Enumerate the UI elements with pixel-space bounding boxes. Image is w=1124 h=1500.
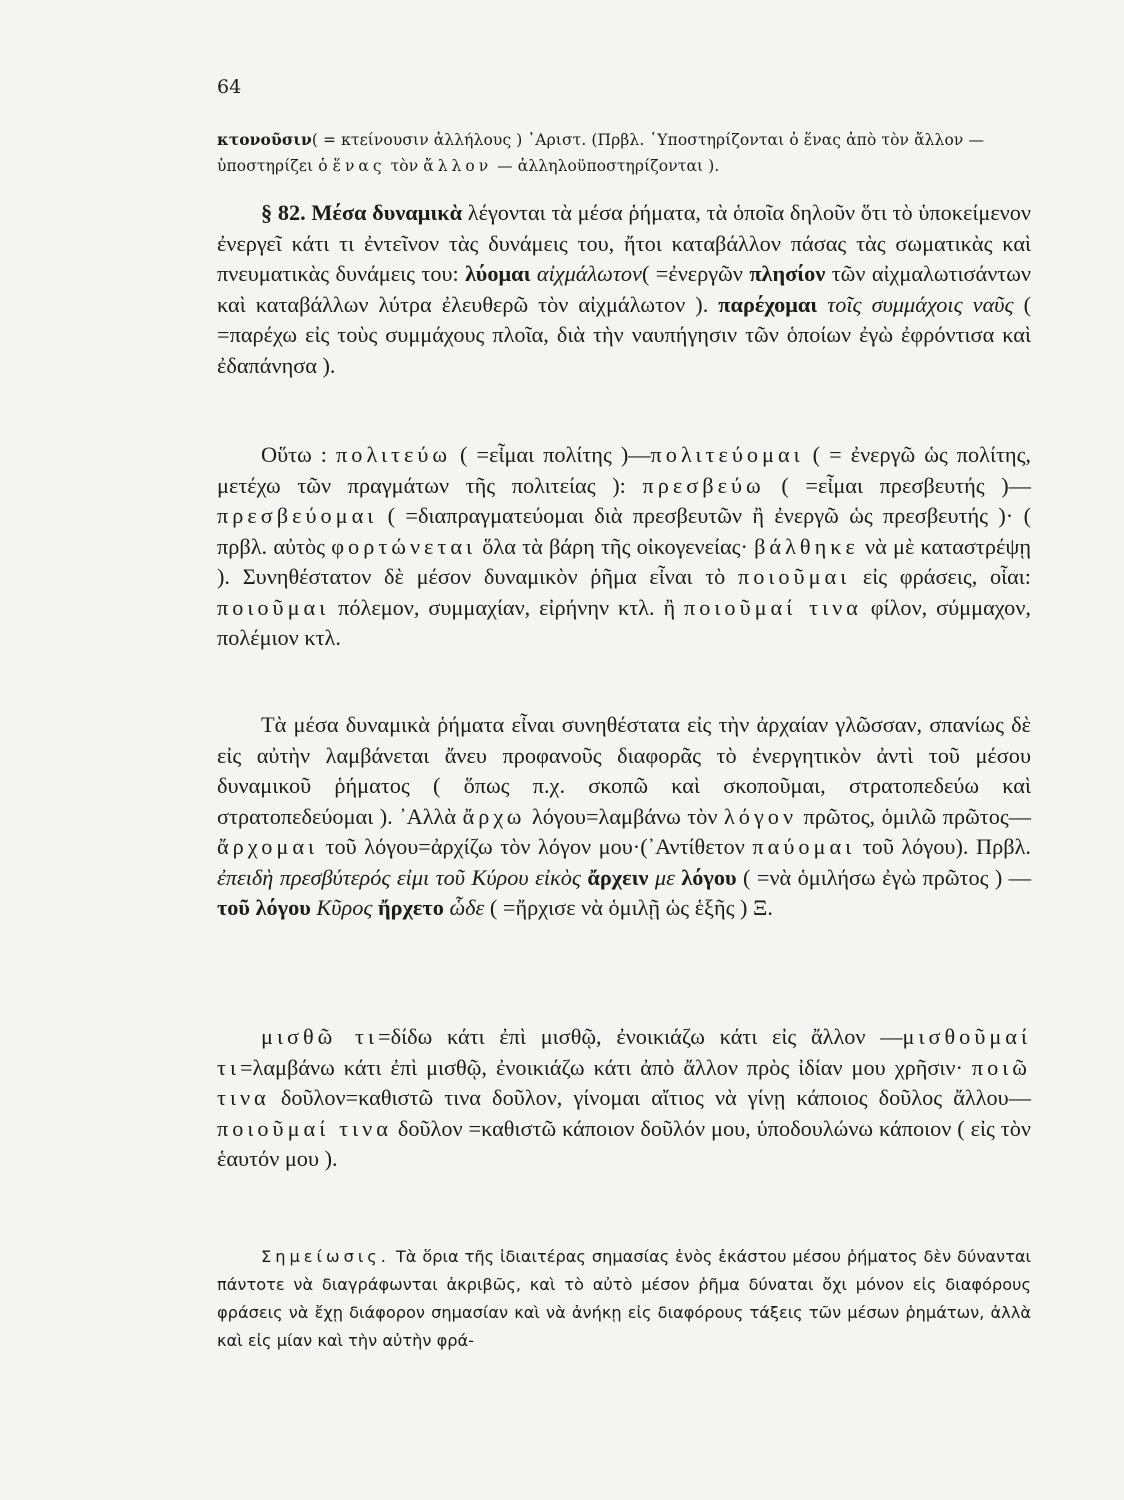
body-text: ὅλα τὰ βάρη τῆς οἰκογενείας· xyxy=(476,533,755,559)
body-text: ( =ἤρχισε νὰ ὁμιλῇ ὡς ἑξῆς ) Ξ. xyxy=(484,895,773,920)
spaced-term: παύομαι xyxy=(752,834,856,859)
italic-quote: με xyxy=(654,864,675,890)
section-82-paragraph xyxy=(217,198,1031,381)
header-text: — ἀλληλοϋποστηρίζονται ). xyxy=(492,157,720,175)
italic-quote: ἐπειδὴ πρεσβύτερός εἰμι τοῦ Κύρου εἰκὸς xyxy=(217,864,581,890)
body-text: φίλον, σύμμαχον, πολέμιον κτλ. xyxy=(217,594,1031,650)
usage-paragraph xyxy=(217,710,1031,924)
body-text: =λαμβάνω κάτι ἐπὶ μισθῷ, ἐνοικιάζω κάτι ἀπὸ ἄλλον πρὸς ἰδίαν μου χρῆσιν· xyxy=(239,1054,972,1080)
body-text: Οὕτω : xyxy=(261,442,337,467)
bold-term: ἤρχετο xyxy=(378,895,444,920)
spaced-term: πολιτεύομαι xyxy=(650,442,804,467)
spaced-term: ἄρχω xyxy=(462,803,526,829)
bold-term: τοῦ λόγου xyxy=(217,895,311,920)
italic-term: τοῖς συμμάχοις ναῦς xyxy=(827,291,1014,317)
body-text: ( = ἐνεργῶ ὡς πολίτης, μετέχω τῶν πραγμάτων τῆς πολιτείας ): xyxy=(217,442,1031,498)
header-spaced-word: ἄλλον xyxy=(423,157,493,175)
body-text: ( =εἶμαι πολίτης )— xyxy=(451,442,651,467)
section-heading: Μέσα δυναμικὰ xyxy=(311,200,463,225)
body-text: ( =διαπραγματεύομαι διὰ πρεσβευτῶν ἢ ἐνεργῶ ὡς πρεσβευτής )· ( πρβλ. αὐτὸς xyxy=(217,503,1031,559)
bold-term: παρέχομαι xyxy=(718,291,818,317)
page-number: 64 xyxy=(217,76,242,98)
italic-quote: ὧδε xyxy=(449,895,485,920)
spaced-term: πολιτεύω xyxy=(336,442,452,467)
spaced-term: ποιοῦμαι xyxy=(217,594,330,620)
spaced-term: πρεσβεύω xyxy=(642,472,765,498)
header-text: τὸν xyxy=(385,157,424,175)
body-text: λέγονται τὰ μέσα ῥήματα, τὰ ὁποῖα δηλοῦν ὅτι τὸ ὑποκείμενον ἐνεργεῖ κάτι τι ἐντεῖνον τὰς δυνάμεις του, ἤτοι καταβάλλον πάσας τὰς σωματικὰς καὶ πνευματικὰς δυνάμεις του: xyxy=(217,200,1031,286)
body-text: πρῶτος, ὁμιλῶ πρῶτος— xyxy=(797,803,1032,829)
bold-term: λόγου xyxy=(681,864,737,890)
section-marker: § 82. xyxy=(261,200,306,225)
body-text: τῶν αἰχμαλωτισάντων καὶ καταβάλλων λύτρα ἐλευθερῶ τὸν αἰχμάλωτον ). xyxy=(217,261,1031,317)
body-text: νὰ μὲ καταστρέψῃ ). Συνηθέστατον δὲ μέσον δυναμικὸν ῥῆμα εἶναι τὸ xyxy=(217,533,1031,589)
header-bold-word: κτονοῦσιν xyxy=(217,130,312,149)
body-text: ( =παρέχω εἰς τοὺς συμμάχους πλοῖα, διὰ τὴν ναυπήγησιν τῶν ὁποίων ἐγὼ ἐφρόντισα καὶ ἐδαπάνησα ). xyxy=(217,291,1031,378)
header-note xyxy=(217,127,1031,179)
italic-term: αἰχμάλωτον xyxy=(536,261,642,286)
bold-term: ἄρχειν xyxy=(587,864,649,890)
spaced-term: μισθοῦμαί τι xyxy=(217,1024,1031,1080)
body-text: =δίδω κάτι ἐπὶ μισθῷ, ἐνοικιάζω κάτι εἰς ἄλλον — xyxy=(378,1024,903,1049)
body-text: ( =εἶμαι πρεσβευτής )— xyxy=(764,472,1031,498)
body-text: τοῦ λόγου). Πρβλ. xyxy=(855,834,1031,859)
spaced-term: φορτώνεται xyxy=(331,533,477,559)
spaced-term: πρεσβεύομαι xyxy=(217,503,378,528)
body-text: δοῦλον=καθιστῶ τινα δοῦλον, γίνομαι αἴτιος νὰ γίνῃ κάποιος δοῦλος ἄλλου— xyxy=(269,1085,1031,1110)
misthoo-paragraph xyxy=(217,1022,1031,1175)
spaced-term: βάλθηκε xyxy=(754,533,859,559)
bold-term: λύομαι xyxy=(465,261,531,286)
spaced-term: ποιοῦμαί τινα xyxy=(684,594,862,620)
spaced-term: ποιοῦμαί τινα xyxy=(217,1115,392,1141)
body-text: λόγου=λαμβάνω τὸν xyxy=(525,803,724,829)
italic-quote: Κῦρος xyxy=(316,895,373,920)
bold-term: πλησίον xyxy=(749,261,826,286)
body-text: εἰς φράσεις, οἷαι: xyxy=(850,564,1031,589)
spaced-term: μισθῶ τι xyxy=(261,1024,379,1049)
note-label: Σημείωσις. xyxy=(261,1247,390,1266)
body-text: ( =νὰ ὁμιλήσω ἐγὼ πρῶτος ) — xyxy=(736,864,1032,890)
header-text: ( = κτείνουσιν ἀλλήλους ) ᾿Αριστ. (Πρβλ. ῾Υποστηρίζονται ὁ ἕνας ἀπὸ τὸν ἄλλον — ὑποστηρίζει ὁ xyxy=(217,131,985,175)
footnote-remark xyxy=(217,1243,1031,1355)
body-text: ( =ἐνεργῶν xyxy=(641,261,750,286)
examples-paragraph xyxy=(217,440,1031,654)
body-text: πόλεμον, συμμαχίαν, εἰρήνην κτλ. ἢ xyxy=(329,594,685,620)
body-text: δοῦλον =καθιστῶ κάποιον δοῦλόν μου, ὑποδουλώνω κάποιον ( εἰς τὸν ἑαυτόν μου ). xyxy=(217,1115,1031,1171)
header-spaced-word: ἕνας xyxy=(332,157,386,175)
spaced-term: ἄρχομαι xyxy=(217,834,318,859)
spaced-term: ποιῶ τινα xyxy=(217,1054,1031,1110)
spaced-term: λόγον xyxy=(723,803,798,829)
spaced-term: ποιοῦμαι xyxy=(738,564,851,589)
note-text: Τὰ ὅρια τῆς ἰδιαιτέρας σημασίας ἑνὸς ἑκάστου μέσου ῥήματος δὲν δύνανται πάντοτε νὰ διαγράφωνται ἀκριβῶς, καὶ τὸ αὐτὸ μέσον ῥῆμα δύναται ὄχι μόνον εἰς διαφόρους φράσεις νὰ ἔχῃ διάφορον σημασίαν καὶ νὰ ἀνήκῃ εἰς διαφόρους τάξεις τῶν μέσων ῥημάτων, ἀλλὰ καὶ εἰς μίαν καὶ τὴν αὐτὴν φρά- xyxy=(217,1247,1031,1350)
body-text: Τὰ μέσα δυναμικὰ ῥήματα εἶναι συνηθέστατα εἰς τὴν ἀρχαίαν γλῶσσαν, σπανίως δὲ εἰς αὐτὴν λαμβάνεται ἄνευ προφανοῦς διαφορᾶς τὸ ἐνεργητικὸν ἀντὶ τοῦ μέσου δυναμικοῦ ῥήματος ( ὅπως π.χ. σκοπῶ καὶ σκοποῦμαι, στρατοπεδεύω καὶ στρατοπεδεύομαι ). ᾿Αλλὰ xyxy=(217,712,1031,829)
body-text: τοῦ λόγου=ἀρχίζω τὸν λόγον μου·(᾿Αντίθετον xyxy=(318,834,753,859)
